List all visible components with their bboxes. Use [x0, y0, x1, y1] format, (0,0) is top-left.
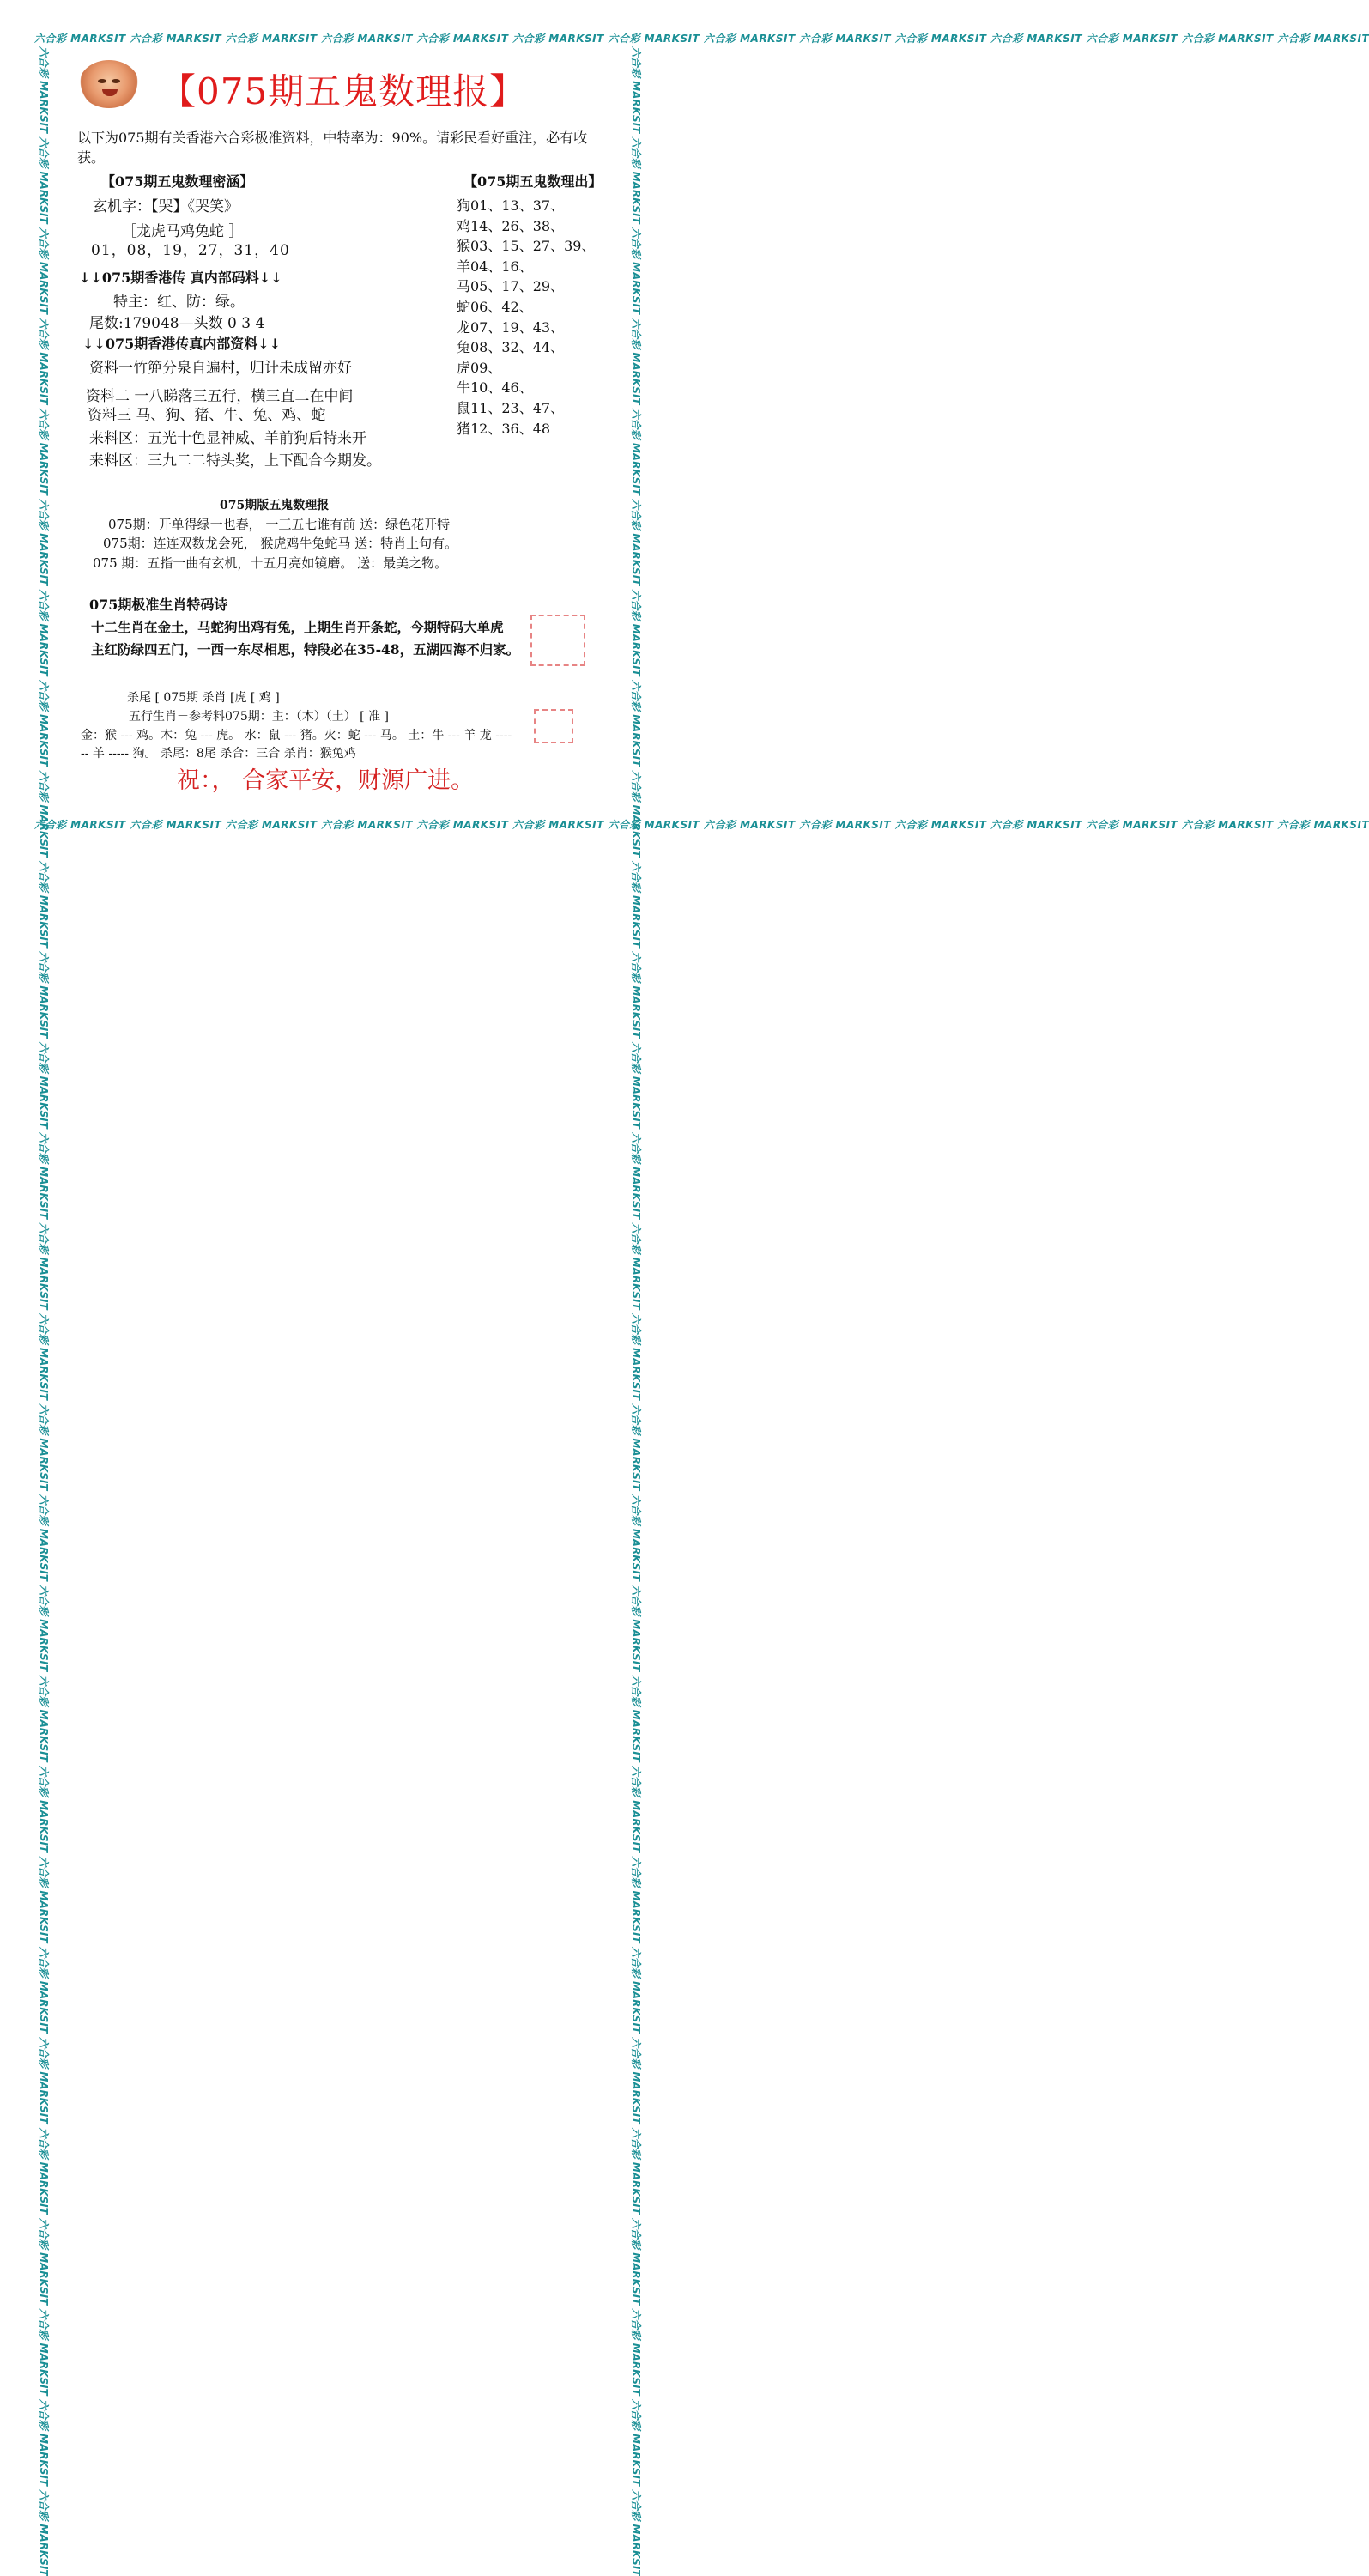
- xuanji-line: 玄机字：【哭】《哭笑》: [93, 198, 239, 215]
- zodiac-number-row: 猴03、15、27、39、: [457, 238, 596, 255]
- middle-line-1: 075期：开单得绿一也春， 一三五七谁有前 送：绿色花开特: [108, 517, 451, 532]
- zodiac-number-row: 鼠11、23、47、: [457, 400, 565, 416]
- laizi-line-1: 来料区：五光十色显神威、羊前狗后特来开: [89, 430, 366, 447]
- zodiac-number-row: 鸡14、26、38、: [457, 217, 565, 234]
- right-section-heading: 【075期五鬼数理出】: [463, 173, 603, 190]
- code-heading-1: ↓↓075期香港传 真内部码料↓↓: [79, 270, 282, 286]
- zodiac-number-row: 猪12、36、48: [457, 420, 551, 437]
- zodiac-number-row: 兔08、32、44、: [457, 339, 565, 356]
- page-title: 【075期五鬼数理报】: [160, 70, 527, 112]
- poem-line-2: 主红防绿四五门，一西一东尽相思，特段必在35-48，五湖四海不归家。: [91, 641, 520, 658]
- zodiac-number-row: 羊04、16、: [457, 258, 533, 275]
- middle-section-heading: 075期版五鬼数理报: [220, 499, 330, 512]
- left-section-heading: 【075期五鬼数理密涵】: [101, 173, 254, 190]
- zodiac-number-row: 蛇06、42、: [457, 299, 533, 315]
- wuxing-line: 五行生肖－参考料075期：主：（木）（土） [ 准 ]: [129, 710, 389, 724]
- blessing-line: 祝：， 合家平安，财源广进。: [177, 767, 475, 794]
- zodiac-number-row: 虎09、: [457, 359, 502, 376]
- element-line-2: -- 羊 ----- 狗。 杀尾：8尾 杀合：三合 杀肖：猴兔鸡: [81, 747, 356, 761]
- red-stamp-mark: [530, 615, 585, 666]
- middle-line-3: 075 期：五指一曲有玄机，十五月亮如镜磨。 送：最美之物。: [93, 555, 448, 571]
- ziliao-line-1: 资料一竹篼分泉自遍村，归计未成留亦好: [89, 360, 352, 377]
- zodiac-number-row: 牛10、46、: [457, 379, 533, 397]
- border-left: 六合彩 MARKSIT 六合彩 MARKSIT 六合彩 MARKSIT 六合彩 MARKSIT 六合彩 MARKSIT 六合彩 MARKSIT 六合彩 MARKSIT 六合彩 MARKSIT 六合彩 MARKSIT 六合彩 MARKSIT 六合彩 MARKSIT 六合彩 MARKSIT 六合彩 MARKSIT 六合彩 MARKSIT 六合彩 MARKSIT 六合彩 MARKSIT 六合彩 MARKSIT 六合彩 MARKSIT 六合彩 MARKSIT 六合彩 MARKSIT 六合彩 MARKSIT 六合彩 MARKSIT 六合彩 MARKSIT 六合彩 MARKSIT 六合彩 MARKSIT 六合彩 MARKSIT 六合彩 MARKSIT 六合彩 MARKSIT: [38, 46, 50, 2576]
- border-right: 六合彩 MARKSIT 六合彩 MARKSIT 六合彩 MARKSIT 六合彩 MARKSIT 六合彩 MARKSIT 六合彩 MARKSIT 六合彩 MARKSIT 六合彩 MARKSIT 六合彩 MARKSIT 六合彩 MARKSIT 六合彩 MARKSIT 六合彩 MARKSIT 六合彩 MARKSIT 六合彩 MARKSIT 六合彩 MARKSIT 六合彩 MARKSIT 六合彩 MARKSIT 六合彩 MARKSIT 六合彩 MARKSIT 六合彩 MARKSIT 六合彩 MARKSIT 六合彩 MARKSIT 六合彩 MARKSIT 六合彩 MARKSIT 六合彩 MARKSIT 六合彩 MARKSIT 六合彩 MARKSIT 六合彩 MARKSIT: [630, 46, 642, 2576]
- poem-heading: 075期极准生肖特码诗: [89, 597, 228, 613]
- zodiac-number-row: 马05、17、29、: [457, 278, 565, 295]
- ziliao-line-3: 资料三 马、狗、猪、牛、兔、鸡、蛇: [88, 407, 326, 424]
- zodiac-group: ［龙虎马鸡兔蛇 ］: [122, 223, 244, 240]
- special-color-line: 特主：红、防：绿。: [113, 294, 245, 311]
- border-bottom: 六合彩 MARKSIT 六合彩 MARKSIT 六合彩 MARKSIT 六合彩 MARKSIT 六合彩 MARKSIT 六合彩 MARKSIT 六合彩 MARKSIT 六合彩 MARKSIT 六合彩 MARKSIT 六合彩 MARKSIT 六合彩 MARKSIT 六合彩 MARKSIT 六合彩 MARKSIT 六合彩 MARKSIT: [34, 819, 1369, 831]
- middle-line-2: 075期：连连双数龙会死， 猴虎鸡牛兔蛇马 送：特肖上句有。: [103, 536, 458, 551]
- tail-number-line: 尾数:179048—头数 0 3 4: [89, 315, 265, 332]
- intro-line-2: 获。: [77, 149, 106, 166]
- red-stamp-mark-2: [534, 709, 573, 743]
- code-heading-2: ↓↓075期香港传真内部资料↓↓: [82, 336, 282, 352]
- zodiac-number-row: 狗01、13、37、: [457, 197, 565, 214]
- intro-line-1: 以下为075期有关香港六合彩极准资料，中特率为：90%。请彩民看好重注，必有收: [77, 130, 588, 146]
- element-line-1: 金：猴 --- 鸡。木：兔 --- 虎。 水：鼠 --- 猪。火：蛇 --- 马。 土：牛 --- 羊 龙 ----: [81, 729, 512, 742]
- zodiac-number-row: 龙07、19、43、: [457, 318, 565, 336]
- kill-line: 杀尾 [ 075期 杀肖 [虎 [ 鸡 ]: [127, 691, 280, 705]
- laizi-line-2: 来料区：三九二二特头奖，上下配合今期发。: [89, 452, 381, 470]
- number-group: 01，08，19，27，31，40: [91, 242, 290, 259]
- ziliao-line-2: 资料二 一八睇落三五行，横三直二在中间: [86, 388, 354, 405]
- border-top: 六合彩 MARKSIT 六合彩 MARKSIT 六合彩 MARKSIT 六合彩 MARKSIT 六合彩 MARKSIT 六合彩 MARKSIT 六合彩 MARKSIT 六合彩 MARKSIT 六合彩 MARKSIT 六合彩 MARKSIT 六合彩 MARKSIT 六合彩 MARKSIT 六合彩 MARKSIT 六合彩 MARKSIT: [34, 33, 1369, 45]
- avatar-face-image: [79, 60, 139, 108]
- poem-line-1: 十二生肖在金土，马蛇狗出鸡有兔，上期生肖开条蛇，今期特码大单虎: [91, 619, 504, 635]
